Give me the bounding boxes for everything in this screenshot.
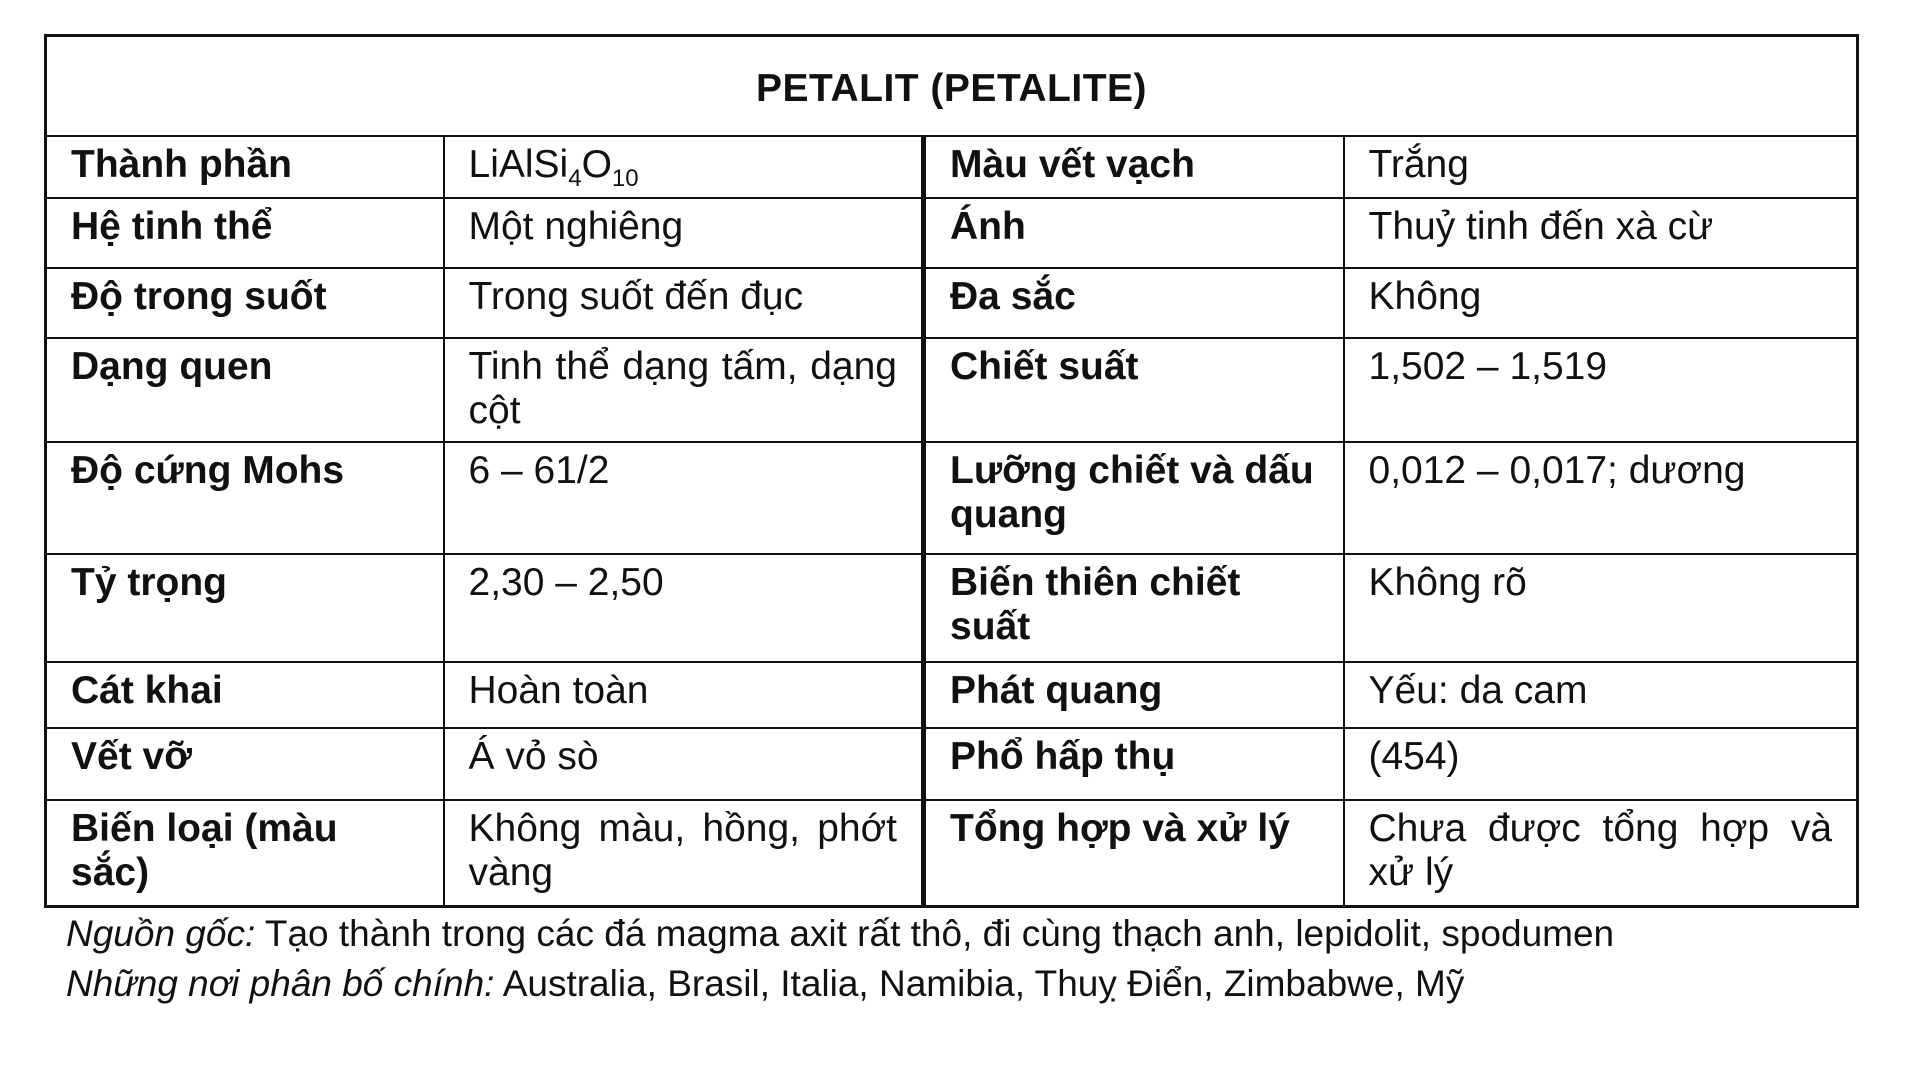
property-label: Độ trong suốt: [46, 268, 444, 338]
property-value: Yếu: da cam: [1344, 662, 1858, 728]
property-value: 2,30 – 2,50: [444, 554, 924, 662]
property-value: Một nghiêng: [444, 198, 924, 268]
property-label: Tỷ trọng: [46, 554, 444, 662]
origin-note: [66, 914, 1834, 954]
property-value: Hoàn toàn: [444, 662, 924, 728]
table-row: [46, 728, 1858, 800]
title-row: [46, 36, 1858, 137]
property-label: Hệ tinh thể: [46, 198, 444, 268]
property-label: Chiết suất: [924, 338, 1344, 442]
table-row: [46, 198, 1858, 268]
distribution-note: [66, 964, 1834, 1004]
petalite-sheet: [44, 34, 1856, 1014]
property-label: Cát khai: [46, 662, 444, 728]
property-value: Chưa được tổng hợp và xử lý: [1344, 800, 1858, 906]
property-label: Dạng quen: [46, 338, 444, 442]
table-row: [46, 338, 1858, 442]
table-row: [46, 268, 1858, 338]
property-value: Tinh thể dạng tấm, dạng cột: [444, 338, 924, 442]
property-label: Phổ hấp thụ: [924, 728, 1344, 800]
property-value: Trong suốt đến đục: [444, 268, 924, 338]
property-value: Không rõ: [1344, 554, 1858, 662]
origin-text: Tạo thành trong các đá magma axit rất thô, đi cùng thạch anh, lepidolit, spodumen: [255, 912, 1615, 954]
property-value: Thuỷ tinh đến xà cừ: [1344, 198, 1858, 268]
property-label: Lưỡng chiết và dấu quang: [924, 442, 1344, 554]
distribution-text: Australia, Brasil, Italia, Namibia, Thuỵ Điển, Zimbabwe, Mỹ: [494, 962, 1465, 1004]
origin-label: Nguồn gốc:: [66, 912, 256, 954]
distribution-label: Những nơi phân bố chính:: [66, 962, 495, 1004]
property-label: Độ cứng Mohs: [46, 442, 444, 554]
property-label: Phát quang: [924, 662, 1344, 728]
property-value: Á vỏ sò: [444, 728, 924, 800]
table-row: [46, 800, 1858, 906]
property-value: Không: [1344, 268, 1858, 338]
property-value: Không màu, hồng, phớt vàng: [444, 800, 924, 906]
table-row: [46, 662, 1858, 728]
property-label: Biến thiên chiết suất: [924, 554, 1344, 662]
table-title: PETALIT (PETALITE): [46, 36, 1858, 137]
property-value: 0,012 – 0,017; dương: [1344, 442, 1858, 554]
table-row: [46, 554, 1858, 662]
property-value: (454): [1344, 728, 1858, 800]
property-label: Biến loại (màu sắc): [46, 800, 444, 906]
property-label: Màu vết vạch: [924, 136, 1344, 198]
property-label: Đa sắc: [924, 268, 1344, 338]
property-label: Vết vỡ: [46, 728, 444, 800]
property-label: Thành phần: [46, 136, 444, 198]
footnotes: [44, 914, 1856, 1004]
properties-table: [44, 34, 1859, 908]
property-value: Trắng: [1344, 136, 1858, 198]
table-row: [46, 442, 1858, 554]
property-label: Tổng hợp và xử lý: [924, 800, 1344, 906]
property-value: 6 – 61/2: [444, 442, 924, 554]
table-row: [46, 136, 1858, 198]
composition-formula: $LiAlSi_4O_{10}$: [444, 136, 924, 198]
property-value: 1,502 – 1,519: [1344, 338, 1858, 442]
property-label: Ánh: [924, 198, 1344, 268]
